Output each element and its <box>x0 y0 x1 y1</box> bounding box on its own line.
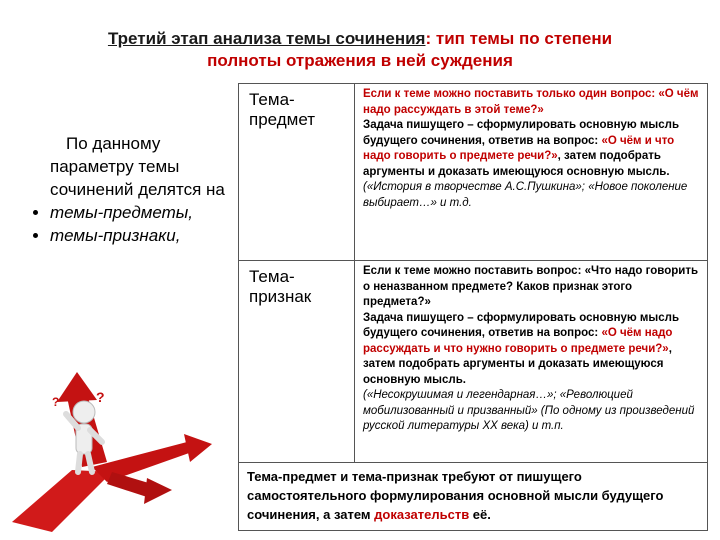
question-mark-icon: ? <box>52 395 60 409</box>
row2-task: Задача пишущего – сформулировать основную мысль будущего сочинения, ответив на вопрос: «О чём надо рассуждать и что нужно говорить о предмете речи?», затем подобрать аргументы и доказать имеющуюся основную мысль. <box>363 311 680 386</box>
row1-example: («История в творчестве А.С.Пушкина»; «Новое поколение выбирает…» и т.д. <box>363 181 688 209</box>
question-mark-icon: ? <box>96 389 105 405</box>
list-item: • темы-признаки, <box>50 224 237 247</box>
type-list <box>22 201 237 247</box>
row1-task: Задача пишущего – сформулировать основную мысль будущего сочинения, ответив на вопрос: «О чём и что надо говорить о предмете речи?», затем подобрать аргументы и доказать имеющуюся основную мысль. <box>363 119 680 178</box>
title-line2: полноты отражения в ней суждения <box>207 51 513 70</box>
list-item: • темы-предметы, <box>50 201 237 224</box>
red-road-arrow <box>184 434 212 462</box>
crossroads-figure-illustration <box>12 372 222 532</box>
table-row <box>239 463 708 531</box>
row1-question: Если к теме можно поставить только один вопрос: «О чём надо рассуждать в этой теме?» <box>363 88 699 116</box>
red-road-arrow <box>144 478 172 504</box>
row2-question: Если к теме можно поставить вопрос: «Что надо говорить о неназванном предмете? Каков признак этого предмета?» <box>363 265 699 308</box>
question-mark-icon: ? <box>70 376 81 396</box>
table-row <box>239 261 708 463</box>
red-road-arrow <box>12 470 112 532</box>
title-part2: : тип темы по степени <box>425 29 613 48</box>
table-row <box>239 84 708 261</box>
figure-head <box>73 401 95 423</box>
row2-example: («Несокрушимая и легендарная…»; «Революцией мобилизованный и призванный» (По одному из произведений русской литературы XX века) и т.п. <box>363 389 695 432</box>
left-intro: По данному параметру темы сочинений делятся на <box>50 134 225 199</box>
theme-types-table <box>238 83 708 531</box>
left-text-block <box>22 132 237 247</box>
summary-cell: Тема-предмет и тема-признак требуют от пишущего самостоятельного формулирования основной мысли будущего сочинения, а затем доказательств её. <box>239 463 708 531</box>
category-cell: Тема-предмет <box>239 84 355 261</box>
title-part1: Третий этап анализа темы сочинения <box>107 29 426 48</box>
slide-title <box>40 28 680 72</box>
description-cell <box>355 84 708 261</box>
category-cell: Тема-признак <box>239 261 355 463</box>
description-cell <box>355 261 708 463</box>
